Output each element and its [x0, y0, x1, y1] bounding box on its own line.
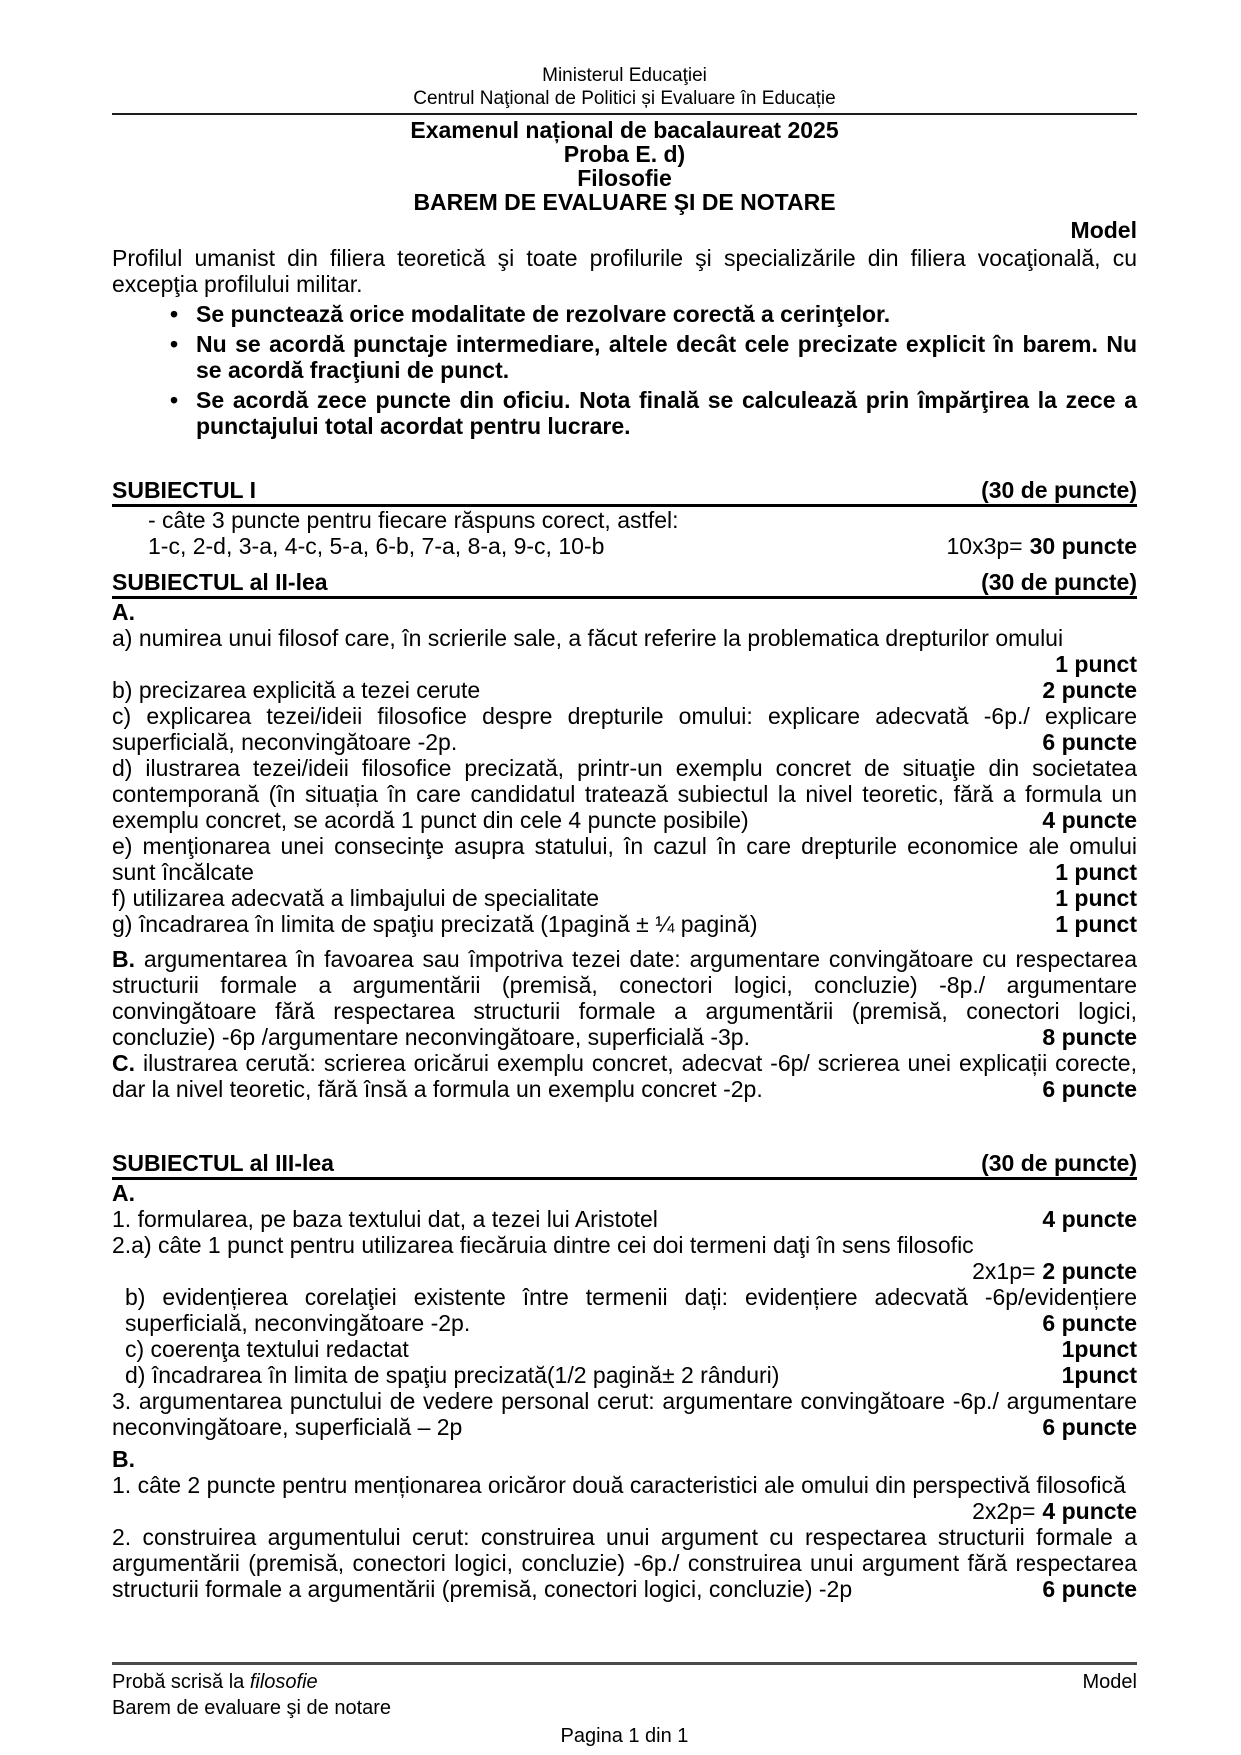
- rubric-item-part-c: [112, 1050, 1137, 1102]
- item-points: 8 puncte: [1042, 1024, 1137, 1050]
- item-text: c) explicarea tezei/ideii filosofice despre drepturile omului: explicare adecvată -6p./ explicare superficială, neconvingătoare -2p.: [112, 703, 1137, 755]
- section-subiectul-2: [112, 569, 1137, 599]
- grading-rule: • Se acordă zece puncte din oficiu. Nota finală se calculează prin împărţirea la zece a punctajului total acordat pentru lucrare.: [112, 387, 1137, 439]
- answer-key: 1-c, 2-d, 3-a, 4-c, 5-a, 6-b, 7-a, 8-a, 9-c, 10-b: [148, 533, 605, 559]
- item-text: f) utilizarea adecvată a limbajului de specialitate: [112, 885, 600, 911]
- item-text: 3. argumentarea punctului de vedere personal cerut: argumentare convingătoare -6p./ argumentare neconvingătoare, superficială – 2p: [112, 1388, 1137, 1440]
- header-divider: [112, 113, 1137, 115]
- subject1-instruction: - câte 3 puncte pentru fiecare răspuns corect, astfel:: [148, 507, 679, 533]
- rubric-item-b: [112, 677, 1137, 703]
- item-text: b) evidențierea corelaţiei existente între termenii dați: evidențiere adecvată -6p/evidențiere superficială, neconvingătoare -2p.: [125, 1284, 1137, 1336]
- probe-title: Proba E. d): [563, 141, 686, 167]
- item-text: 2. construirea argumentului cerut: construirea unui argument cu respectarea structurii formale a argumentării (premisă, conectori logici, concluzie) -6p./ construirea unui argument fără respectarea structurii formale a argumentării (premisă, conectori logici, concluzie) -2p: [112, 1524, 1137, 1602]
- part-a-label: A.: [112, 599, 135, 625]
- discipline-title: Filosofie: [577, 165, 672, 191]
- score-formula: 2x2p=: [972, 1498, 1036, 1524]
- profile-note: Profilul umanist din filiera teoretică şi toate profilurile şi specializările din filiera vocaţională, cu excepţia profilului militar.: [112, 245, 1137, 297]
- rubric-item-2d: [112, 1362, 1137, 1388]
- section-subiectul-3: [112, 1150, 1137, 1180]
- model-label-top: Model: [1070, 217, 1137, 243]
- footer-left-line2: Barem de evaluare şi de notare: [112, 1697, 392, 1719]
- rubric-item-f: [112, 885, 1137, 911]
- section-points: (30 de puncte): [981, 477, 1137, 503]
- page-header: [112, 64, 1137, 115]
- grading-rule: • Se punctează orice modalitate de rezolvare corectă a cerinţelor.: [112, 301, 1137, 327]
- item-text: ilustrarea cerută: scrierea oricărui exemplu concret, adecvat -6p/ scrierea unei explicații corecte, dar la nivel teoretic, fără însă a formula un exemplu concret -2p.: [112, 1050, 1137, 1102]
- item-text: d) încadrarea în limita de spaţiu precizată(1/2 pagină± 2 rânduri): [125, 1362, 780, 1388]
- item-points: 1 punct: [1055, 859, 1137, 885]
- score-total: [947, 533, 1137, 559]
- item-points: 1 punct: [1055, 911, 1137, 937]
- item-points: 4 puncte: [1042, 807, 1137, 833]
- item-text: 1. formularea, pe baza textului dat, a tezei lui Aristotel: [112, 1206, 658, 1232]
- grading-rules-list: [112, 301, 1137, 439]
- rubric-item-b1: [112, 1472, 1137, 1524]
- grading-rule: • Nu se acordă punctaje intermediare, altele decât cele precizate explicit în barem. Nu se acordă fracţiuni de punct.: [112, 331, 1137, 383]
- title-block: [112, 118, 1137, 214]
- rubric-item-d: [112, 755, 1137, 833]
- subject1-answers-row: [112, 533, 1137, 559]
- rubric-item-1: [112, 1206, 1137, 1232]
- rubric-item-c: [112, 703, 1137, 755]
- footer-proba-text: Probă scrisă la: [112, 1671, 245, 1693]
- part-a-label: A.: [112, 1180, 135, 1206]
- item-lead: B.: [112, 946, 135, 972]
- score-formula: 10x3p=: [946, 533, 1023, 559]
- rubric-item-2c: [112, 1336, 1137, 1362]
- rubric-item-g: [112, 911, 1137, 937]
- item-points: 1punct: [1061, 1362, 1137, 1388]
- item-points: 6 puncte: [1042, 1310, 1137, 1336]
- section-title: SUBIECTUL al III-lea: [112, 1150, 334, 1176]
- item-text: a) numirea unui filosof care, în scrierile sale, a făcut referire la problematica drepturilor omului: [112, 625, 1064, 651]
- footer-discipline: filosofie: [249, 1671, 318, 1693]
- rubric-item-part-b: [112, 946, 1137, 1050]
- rubric-item-2b: [112, 1284, 1137, 1336]
- score-formula: 2x1p=: [972, 1258, 1036, 1284]
- item-lead: C.: [112, 1050, 135, 1076]
- item-points: 1 punct: [1055, 651, 1137, 677]
- footer-divider: [112, 1662, 1137, 1665]
- item-text: e) menţionarea unei consecinţe asupra statului, în cazul în care drepturile economice ale omului sunt încălcate: [112, 833, 1137, 885]
- item-points: 6 puncte: [1042, 729, 1137, 755]
- header-org-line1: Ministerul Educaţiei: [542, 65, 707, 86]
- item-text: 1. câte 2 puncte pentru menționarea oricăror două caracteristici ale omului din perspectivă filosofică: [112, 1472, 1126, 1498]
- rubric-item-b2: [112, 1524, 1137, 1602]
- score-value: 30 puncte: [1029, 533, 1137, 559]
- item-text: b) precizarea explicită a tezei cerute: [112, 677, 481, 703]
- item-points: 2 puncte: [1042, 677, 1137, 703]
- item-text: 2.a) câte 1 punct pentru utilizarea fiecăruia dintre cei doi termeni daţi în sens filosofic: [112, 1232, 974, 1258]
- footer-left-line1: [112, 1669, 318, 1695]
- item-points: 6 puncte: [1042, 1414, 1137, 1440]
- barem-heading: BAREM DE EVALUARE ŞI DE NOTARE: [413, 189, 836, 215]
- item-points: [112, 1258, 1137, 1284]
- rubric-item-a: [112, 625, 1137, 677]
- page-footer: [112, 1662, 1137, 1749]
- item-text: d) ilustrarea tezei/ideii filosofice precizată, printr-un exemplu concret de situaţie din societatea contemporană (în situația în care candidatul tratează subiectul la nivel teoretic, fără a formula un exemplu concret, se acordă 1 punct din cele 4 puncte posibile): [112, 755, 1137, 833]
- item-points: 4 puncte: [1042, 1206, 1137, 1232]
- part-b-label: B.: [112, 1446, 135, 1472]
- footer-model-label: Model: [1082, 1671, 1137, 1693]
- header-org-line2: Centrul Naţional de Politici și Evaluare în Educație: [413, 88, 836, 109]
- section-subiectul-1: [112, 477, 1137, 507]
- section-points: (30 de puncte): [981, 569, 1137, 595]
- rubric-item-3: [112, 1388, 1137, 1440]
- item-points: 1 punct: [1055, 885, 1137, 911]
- section-title: SUBIECTUL al II-lea: [112, 569, 328, 595]
- item-text: c) coerenţa textului redactat: [125, 1336, 409, 1362]
- score-value: 4 puncte: [1042, 1498, 1137, 1524]
- score-value: 2 puncte: [1042, 1258, 1137, 1284]
- exam-title: Examenul național de bacalaureat 2025: [410, 117, 839, 143]
- item-points: 6 puncte: [1042, 1576, 1137, 1602]
- item-text: g) încadrarea în limita de spaţiu precizată (1pagină ± ¼ pagină): [112, 911, 758, 937]
- rubric-item-2a: [112, 1232, 1137, 1284]
- item-points: 1punct: [1061, 1336, 1137, 1362]
- section-points: (30 de puncte): [981, 1150, 1137, 1176]
- item-points: 6 puncte: [1042, 1076, 1137, 1102]
- item-text: argumentarea în favoarea sau împotriva tezei date: argumentare convingătoare cu respectarea structurii formale a argumentării (premisă, conectori logici, concluzie) -8p./ argumentare convingătoare fără respectarea structurii formale a argumentării (premisă, conectori logici, concluzie) -6p /argumentare neconvingătoare, superficială -3p.: [112, 946, 1138, 1050]
- footer-row: [112, 1669, 1137, 1695]
- page-number: Pagina 1 din 1: [560, 1725, 689, 1747]
- rubric-item-e: [112, 833, 1137, 885]
- item-points: [112, 1498, 1137, 1524]
- section-title: SUBIECTUL I: [112, 477, 256, 503]
